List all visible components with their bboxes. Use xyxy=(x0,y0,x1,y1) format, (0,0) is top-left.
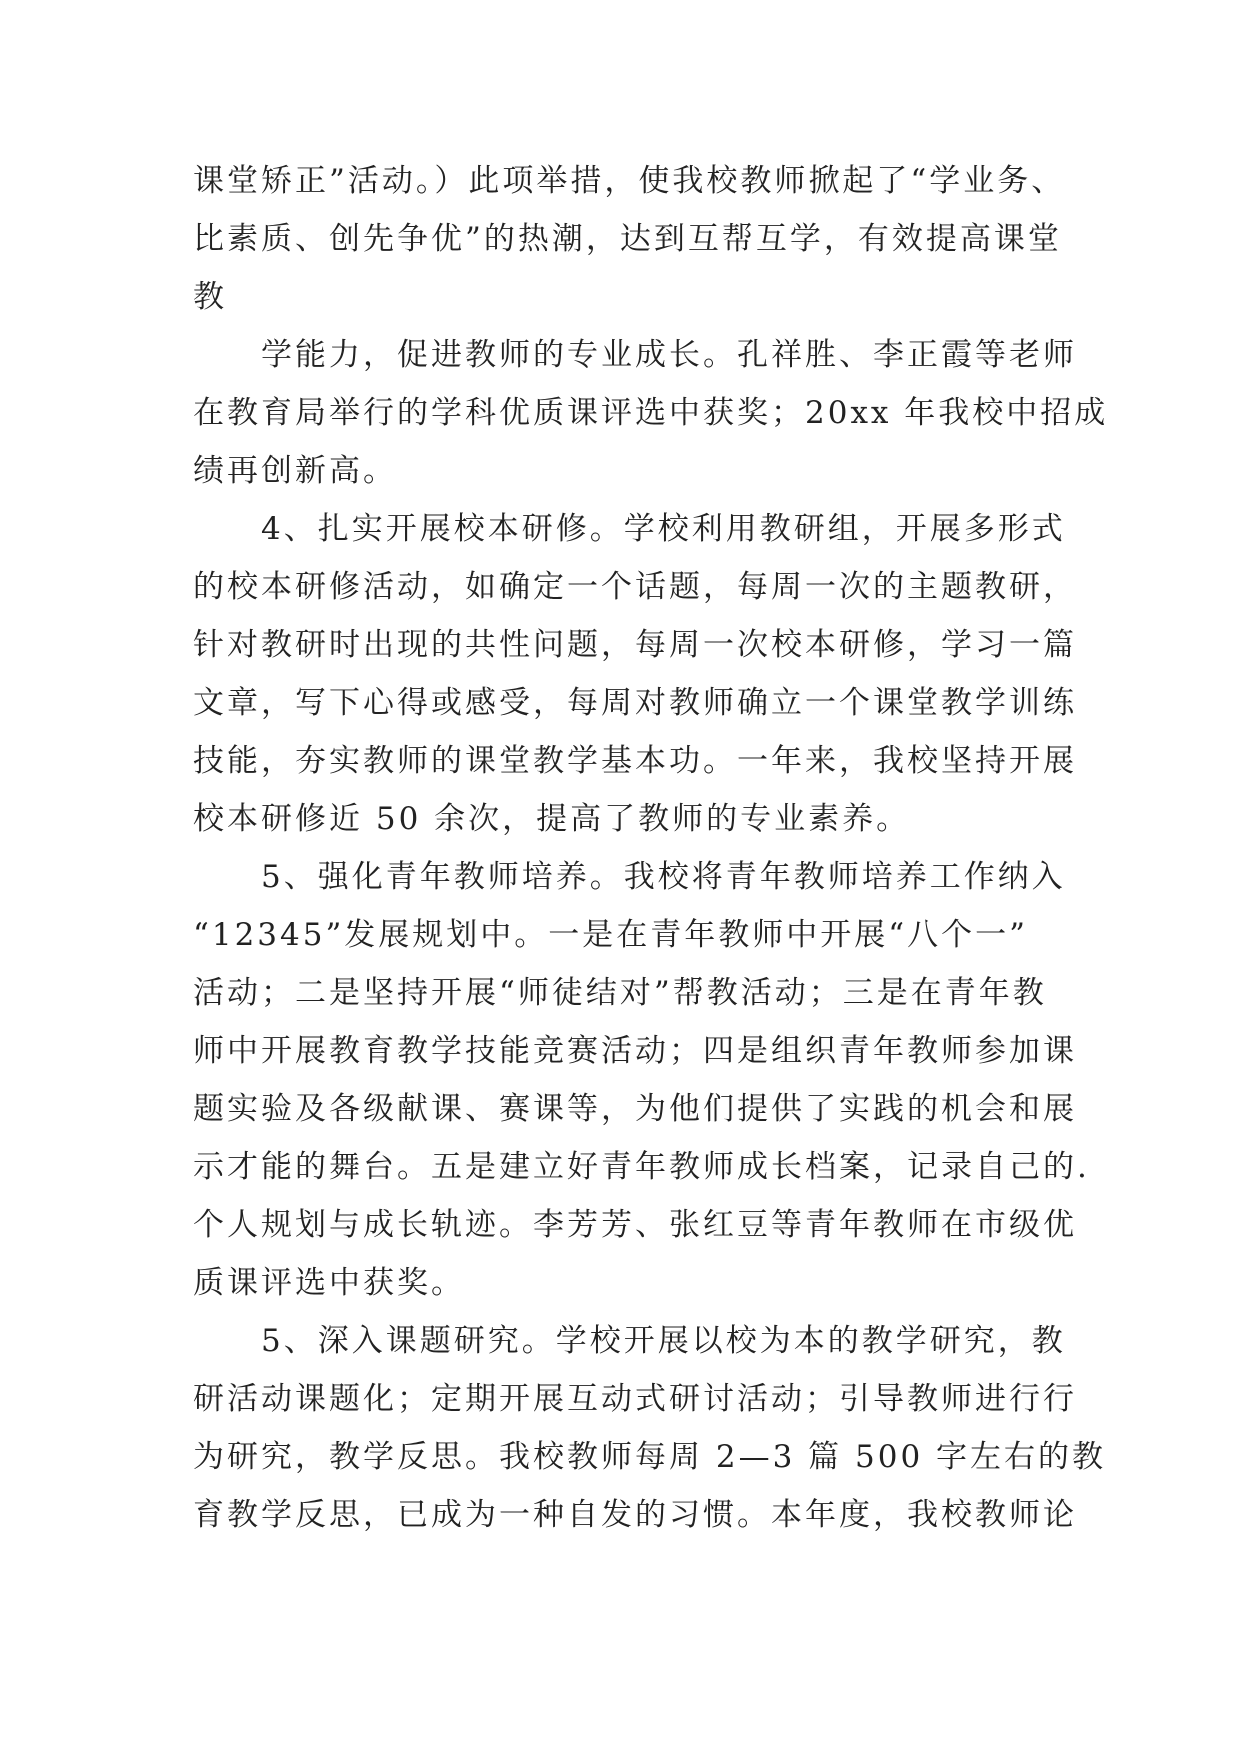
text-line: 活动；二是坚持开展“师徒结对”帮教活动；三是在青年教 xyxy=(193,975,1047,1011)
text-line: 针对教研时出现的共性问题，每周一次校本研修，学习一篇 xyxy=(193,627,1077,663)
text-line: “12345”发展规划中。一是在青年教师中开展“八个一” xyxy=(193,917,1029,953)
text-line: 绩再创新高。 xyxy=(193,453,397,489)
document-body xyxy=(193,152,1109,1544)
text-line: 的校本研修活动，如确定一个话题，每周一次的主题教研， xyxy=(193,569,1077,605)
text-line: 质课评选中获奖。 xyxy=(193,1265,465,1301)
text-line: 文章，写下心得或感受，每周对教师确立一个课堂教学训练 xyxy=(193,685,1077,721)
text-line: 为研究，教学反思。我校教师每周 2—3 篇 500 字左右的教 xyxy=(193,1439,1107,1475)
text-line: 5、深入课题研究。学校开展以校为本的教学研究，教 xyxy=(193,1323,1066,1359)
text-line: 个人规划与成长轨迹。李芳芳、张红豆等青年教师在市级优 xyxy=(193,1207,1077,1243)
text-line: 4、扎实开展校本研修。学校利用教研组，开展多形式 xyxy=(193,511,1066,547)
text-line: 学能力，促进教师的专业成长。孔祥胜、李正霞等老师 xyxy=(193,337,1077,373)
text-line: 技能，夯实教师的课堂教学基本功。一年来，我校坚持开展 xyxy=(193,743,1077,779)
text-line: 育教学反思，已成为一种自发的习惯。本年度，我校教师论 xyxy=(193,1497,1077,1533)
text-line: 5、强化青年教师培养。我校将青年教师培养工作纳入 xyxy=(193,859,1066,895)
text-line: 在教育局举行的学科优质课评选中获奖；20xx 年我校中招成 xyxy=(193,395,1109,431)
text-line: 题实验及各级献课、赛课等，为他们提供了实践的机会和展 xyxy=(193,1091,1077,1127)
text-line: 教 xyxy=(193,279,227,315)
text-line: 师中开展教育教学技能竞赛活动；四是组织青年教师参加课 xyxy=(193,1033,1077,1069)
text-line: 校本研修近 50 余次，提高了教师的专业素养。 xyxy=(193,801,911,837)
text-line: 示才能的舞台。五是建立好青年教师成长档案，记录自己的. xyxy=(193,1149,1090,1185)
text-line: 研活动课题化；定期开展互动式研讨活动；引导教师进行行 xyxy=(193,1381,1077,1417)
text-line: 比素质、创先争优”的热潮，达到互帮互学，有效提高课堂 xyxy=(193,221,1062,257)
text-line: 课堂矫正”活动。）此项举措，使我校教师掀起了“学业务、 xyxy=(193,163,1066,199)
